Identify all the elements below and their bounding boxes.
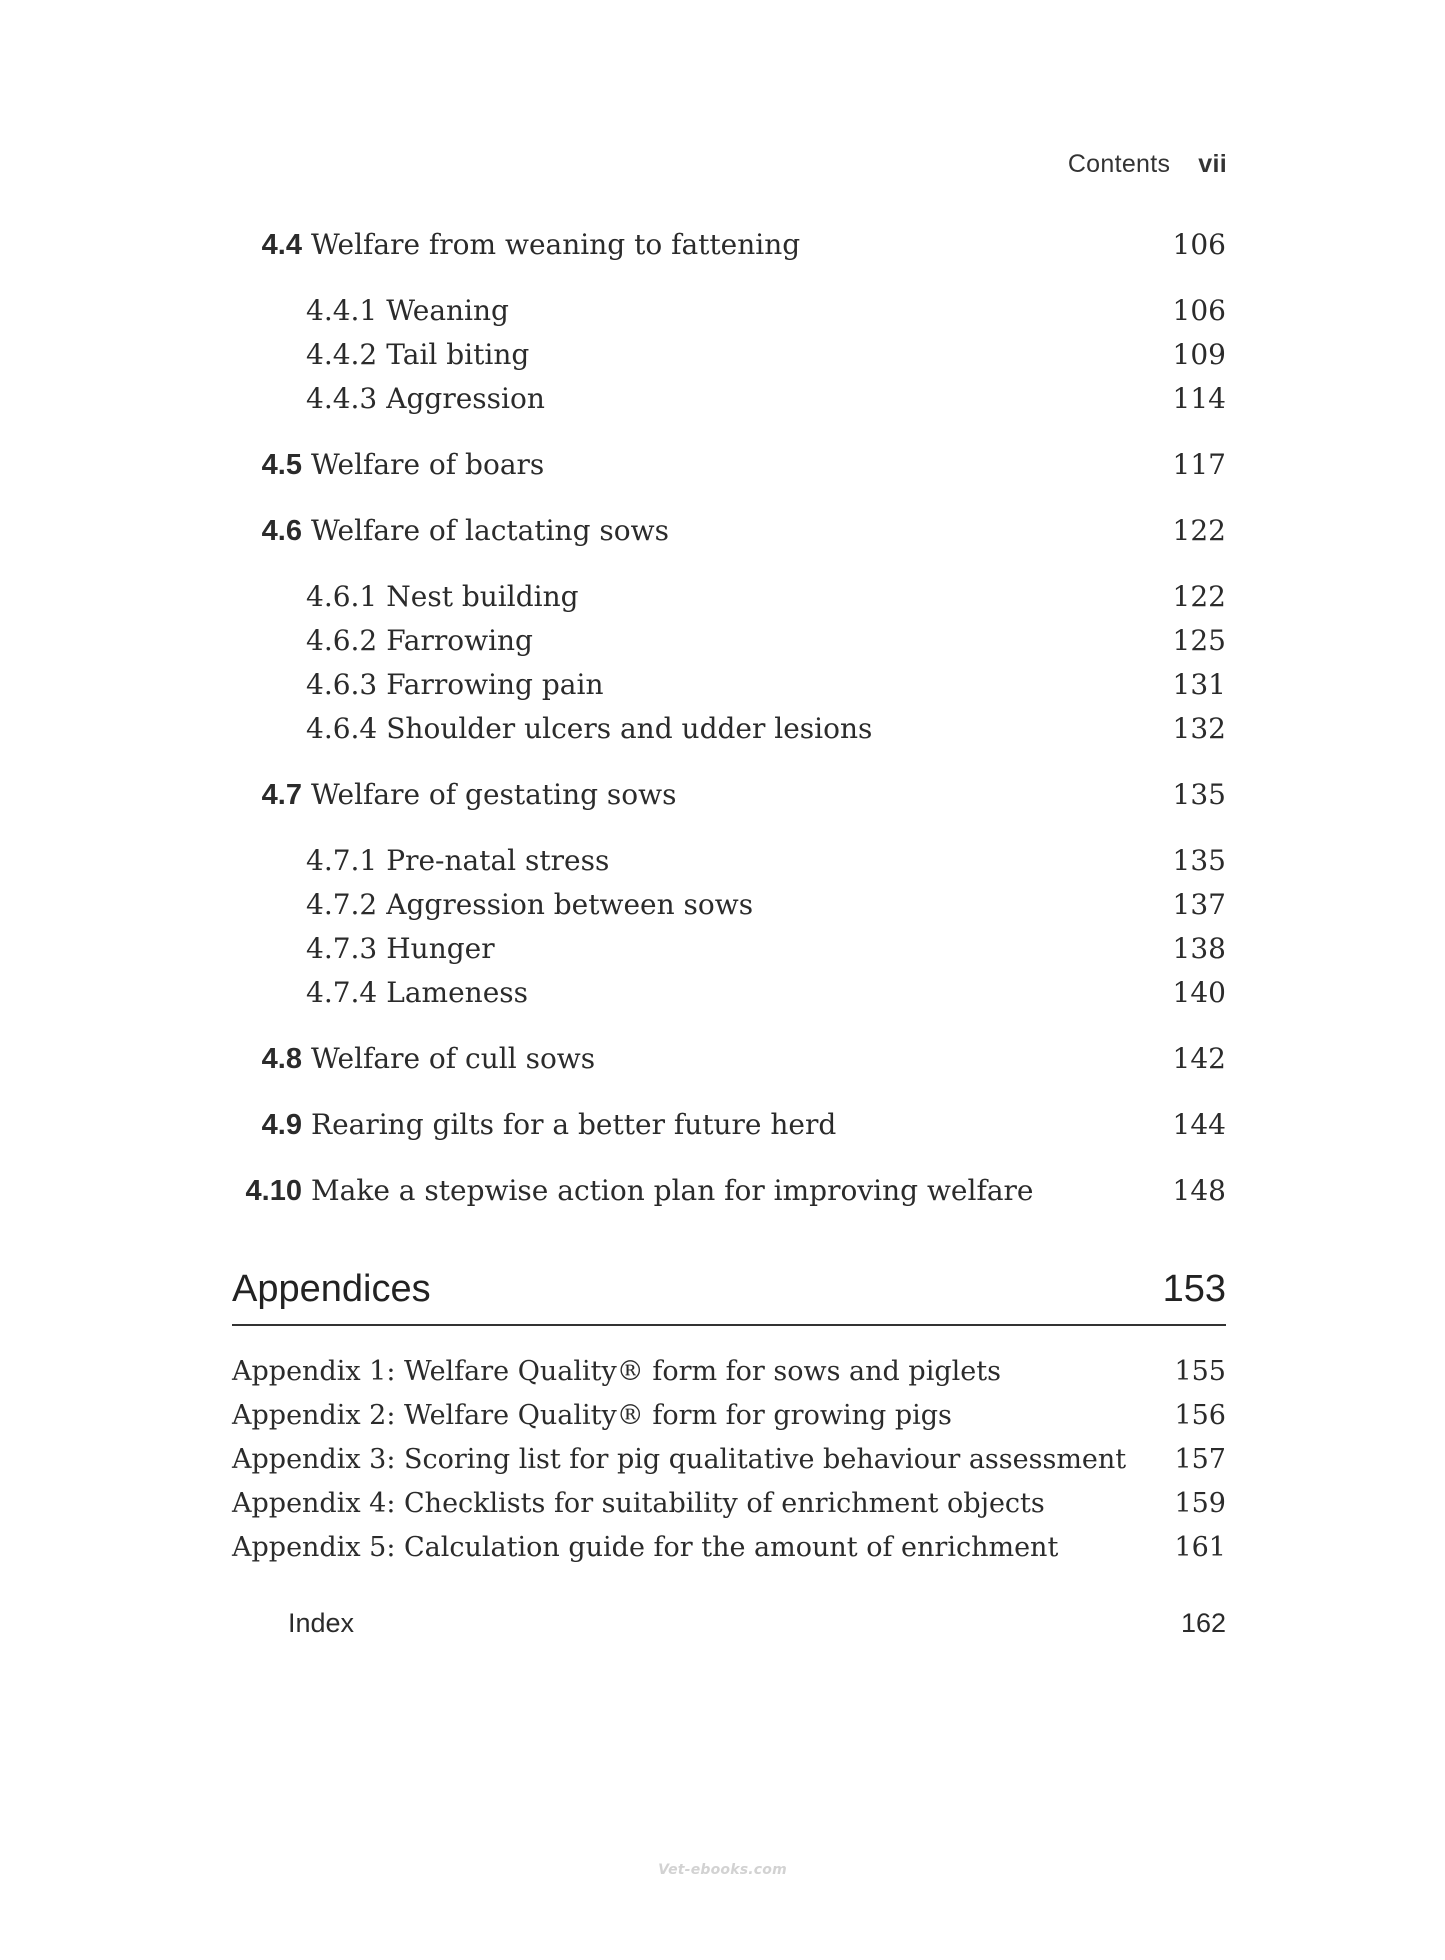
- toc-entry-page: 122: [1172, 514, 1226, 547]
- toc-entry-title-group: [232, 778, 677, 812]
- toc-subsection-entry: [232, 712, 1226, 752]
- toc-entry-title-group: [232, 580, 579, 613]
- toc-entry-title: Welfare of lactating sows: [311, 514, 669, 547]
- toc-entry-title-group: [232, 1108, 836, 1142]
- appendix-entry: [232, 1532, 1226, 1563]
- index-page: 162: [1180, 1608, 1226, 1638]
- toc-subsection-entry: [232, 624, 1226, 664]
- toc-entry-page: 109: [1172, 338, 1226, 371]
- toc-entry-title-group: [232, 932, 495, 965]
- appendix-page: 161: [1174, 1532, 1226, 1563]
- appendix-entry: [232, 1400, 1226, 1431]
- appendices-heading: [232, 1268, 1226, 1311]
- toc-entry-title-group: [232, 382, 545, 415]
- toc-entry-title: Lameness: [386, 976, 528, 1009]
- toc-entry-page: 114: [1172, 382, 1226, 415]
- appendix-page: 156: [1174, 1400, 1226, 1431]
- toc-entry-title: Rearing gilts for a better future herd: [311, 1108, 837, 1141]
- toc-entry-title: Aggression: [386, 382, 545, 415]
- appendix-page: 155: [1174, 1356, 1226, 1387]
- toc-entry-number: 4.7.3: [306, 932, 378, 965]
- toc-entry-title-group: [232, 624, 533, 657]
- toc-subsection-entry: [232, 668, 1226, 708]
- toc-entry-number: 4.7: [261, 779, 302, 811]
- toc-entry-title-group: [232, 448, 544, 482]
- toc-entry-number: 4.5: [261, 449, 302, 481]
- running-head-label: Contents: [1067, 150, 1171, 178]
- toc-subsection-entry: [232, 888, 1226, 928]
- toc-entry-title: Pre-natal stress: [386, 844, 610, 877]
- appendix-entry: [232, 1356, 1226, 1387]
- toc-subsection-entry: [232, 844, 1226, 884]
- toc-entry-number: 4.6: [261, 515, 302, 547]
- toc-entry-page: 106: [1172, 228, 1226, 261]
- appendices-heading-page: 153: [1162, 1268, 1226, 1310]
- toc-section-entry: [232, 778, 1226, 818]
- toc-entry-number: 4.7.4: [306, 976, 378, 1009]
- toc-entry-page: 142: [1172, 1042, 1226, 1075]
- toc-entry-page: 135: [1172, 844, 1226, 877]
- toc-entry-title-group: [232, 514, 669, 548]
- toc-entry-title: Nest building: [386, 580, 579, 613]
- appendices-heading-title: Appendices: [232, 1268, 431, 1310]
- toc-entry-number: 4.7.2: [306, 888, 378, 921]
- toc-section-entry: [232, 514, 1226, 554]
- toc-entry-page: 132: [1172, 712, 1226, 745]
- toc-entry-title: Hunger: [386, 932, 495, 965]
- toc-entry-page: 140: [1172, 976, 1226, 1009]
- toc-section-entry: [232, 1108, 1226, 1148]
- toc-entry-title-group: [232, 712, 872, 745]
- toc-entry-title: Welfare of boars: [311, 448, 545, 481]
- toc-section-entry: [232, 228, 1226, 268]
- toc-entry-page: 144: [1172, 1108, 1226, 1141]
- appendix-page: 159: [1174, 1488, 1226, 1519]
- toc-entry-page: 122: [1172, 580, 1226, 613]
- toc-entry-number: 4.4.1: [306, 294, 378, 327]
- toc-entry-number: 4.10: [245, 1175, 302, 1207]
- appendix-title: Appendix 5: Calculation guide for the amount of enrichment: [232, 1532, 1059, 1563]
- toc-entry-title-group: [232, 844, 609, 877]
- appendix-title: Appendix 2: Welfare Quality® form for growing pigs: [232, 1400, 952, 1431]
- toc-entry-title-group: [232, 1042, 595, 1076]
- toc-entry-number: 4.4.3: [306, 382, 378, 415]
- index-label: Index: [288, 1608, 355, 1638]
- toc-subsection-entry: [232, 580, 1226, 620]
- toc-entry-number: 4.4: [261, 229, 302, 261]
- toc-entry-title-group: [232, 668, 603, 701]
- toc-entry-page: 148: [1172, 1174, 1226, 1207]
- toc-entry-title: Aggression between sows: [386, 888, 754, 921]
- toc-entry-number: 4.6.4: [306, 712, 378, 745]
- running-head: [1068, 150, 1227, 179]
- toc-entry-title-group: [232, 1174, 1033, 1208]
- toc-entry-page: 138: [1172, 932, 1226, 965]
- toc-entry-title: Welfare of gestating sows: [311, 778, 677, 811]
- toc-entry-title: Make a stepwise action plan for improving welfare: [311, 1174, 1034, 1207]
- appendix-title: Appendix 4: Checklists for suitability of enrichment objects: [232, 1488, 1045, 1519]
- toc-entry-number: 4.4.2: [306, 338, 378, 371]
- toc-entry-title: Tail biting: [386, 338, 530, 371]
- toc-entry-page: 135: [1172, 778, 1226, 811]
- toc-entry-title: Welfare from weaning to fattening: [311, 228, 801, 261]
- appendix-title: Appendix 1: Welfare Quality® form for sows and piglets: [232, 1356, 1001, 1387]
- toc-entry-title: Shoulder ulcers and udder lesions: [386, 712, 873, 745]
- toc-entry-page: 106: [1172, 294, 1226, 327]
- toc-entry-number: 4.6.3: [306, 668, 378, 701]
- toc-entry-title-group: [232, 976, 528, 1009]
- toc-entry-number: 4.8: [261, 1043, 302, 1075]
- appendix-entry: [232, 1488, 1226, 1519]
- toc-entry-title-group: [232, 294, 509, 327]
- toc-entry-title-group: [232, 888, 753, 921]
- appendices-divider: [232, 1324, 1226, 1326]
- toc-entry-number: 4.7.1: [306, 844, 378, 877]
- toc-subsection-entry: [232, 976, 1226, 1016]
- toc-subsection-entry: [232, 294, 1226, 334]
- toc-entry-title-group: [232, 228, 800, 262]
- toc-entry-page: 137: [1172, 888, 1226, 921]
- toc-entry-title-group: [232, 338, 529, 371]
- toc-entry-title: Weaning: [386, 294, 509, 327]
- toc-entry-title: Farrowing: [386, 624, 533, 657]
- page-folio: vii: [1198, 150, 1227, 178]
- toc-subsection-entry: [232, 382, 1226, 422]
- toc-entry-number: 4.6.1: [306, 580, 378, 613]
- toc-subsection-entry: [232, 338, 1226, 378]
- toc-entry-title: Farrowing pain: [386, 668, 604, 701]
- index-entry: [232, 1608, 1226, 1639]
- toc-entry-number: 4.6.2: [306, 624, 378, 657]
- toc-section-entry: [232, 448, 1226, 488]
- toc-section-entry: [232, 1042, 1226, 1082]
- toc-entry-page: 125: [1172, 624, 1226, 657]
- toc-entry-page: 117: [1172, 448, 1226, 481]
- appendix-page: 157: [1174, 1444, 1226, 1475]
- toc-section-entry: [232, 1174, 1226, 1214]
- watermark: Vet-ebooks.com: [658, 1862, 787, 1878]
- toc-subsection-entry: [232, 932, 1226, 972]
- toc-entry-title: Welfare of cull sows: [311, 1042, 596, 1075]
- appendix-entry: [232, 1444, 1226, 1475]
- appendix-title: Appendix 3: Scoring list for pig qualitative behaviour assessment: [232, 1444, 1127, 1475]
- toc-entry-page: 131: [1172, 668, 1226, 701]
- toc-entry-number: 4.9: [261, 1109, 302, 1141]
